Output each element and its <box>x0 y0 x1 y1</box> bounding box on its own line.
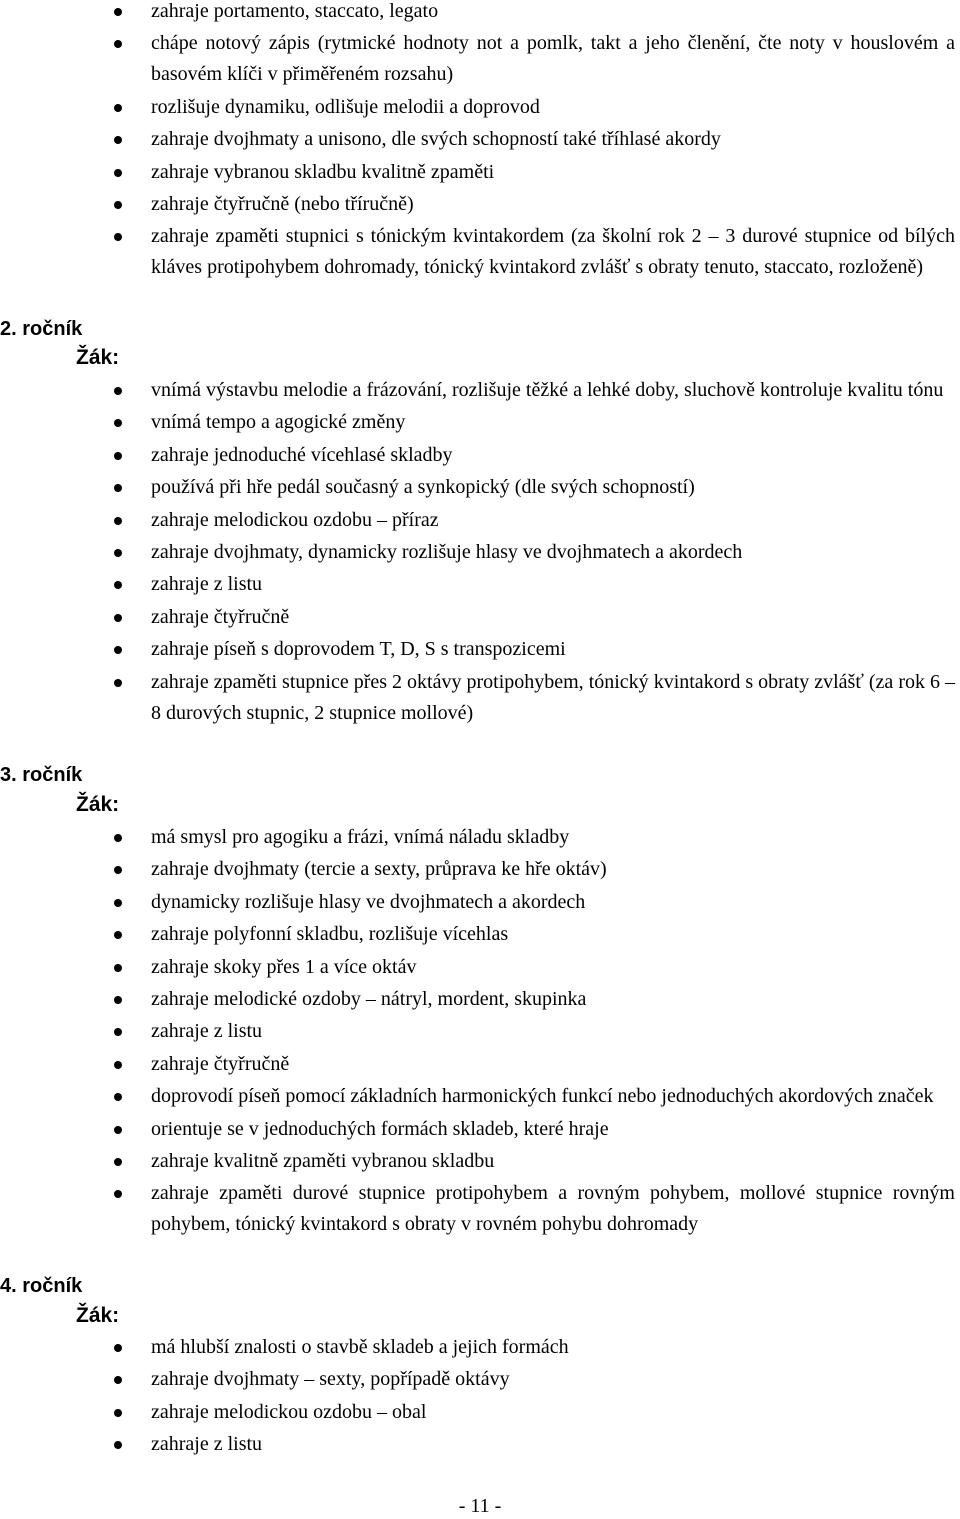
bullet-icon <box>114 1028 122 1036</box>
list-item-text: zahraje melodickou ozdobu – obal <box>151 1400 427 1423</box>
list-item <box>0 1178 960 1240</box>
bullet-icon <box>114 201 122 209</box>
list-item <box>0 1332 960 1363</box>
list-item-text: zahraje píseň s doprovodem T, D, S s transpozicemi <box>151 638 566 661</box>
list-item-text: používá při hře pedál současný a synkopický (dle svých schopností) <box>151 476 695 499</box>
bullet-icon <box>114 484 122 492</box>
list-item <box>0 919 960 950</box>
list-item <box>0 887 960 918</box>
list-item <box>0 1081 960 1112</box>
list-item <box>0 407 960 438</box>
bullet-icon <box>114 866 122 874</box>
bullet-icon <box>114 614 122 622</box>
list-item-text: dynamicky rozlišuje hlasy ve dvojhmatech a akordech <box>151 890 586 913</box>
list-item <box>0 375 960 406</box>
bullet-icon <box>114 8 122 16</box>
list-item <box>0 0 960 27</box>
list-item-text: rozlišuje dynamiku, odlišuje melodii a doprovod <box>151 95 540 118</box>
list-item <box>0 1146 960 1177</box>
list-item <box>0 124 960 155</box>
bullet-icon <box>114 549 122 557</box>
bullet-icon <box>114 834 122 842</box>
list-item-text: zahraje dvojhmaty – sexty, popřípadě oktávy <box>151 1368 510 1391</box>
list-item <box>0 634 960 665</box>
list-item-text: zahraje vybranou skladbu kvalitně zpaměti <box>151 160 495 183</box>
bullet-list-section1 <box>0 0 960 285</box>
bullet-list-grade4 <box>0 1332 960 1462</box>
bullet-icon <box>114 40 122 48</box>
list-item <box>0 1016 960 1047</box>
list-item <box>0 984 960 1015</box>
list-item <box>0 92 960 123</box>
list-item <box>0 537 960 568</box>
list-item <box>0 1049 960 1080</box>
list-item-text: zahraje čtyřručně (nebo tříručně) <box>151 192 414 215</box>
bullet-icon <box>114 1126 122 1134</box>
bullet-icon <box>114 964 122 972</box>
list-item-text: zahraje portamento, staccato, legato <box>151 0 439 22</box>
list-item <box>0 472 960 503</box>
bullet-icon <box>114 1409 122 1417</box>
bullet-icon <box>114 581 122 589</box>
bullet-icon <box>114 899 122 907</box>
bullet-icon <box>114 419 122 427</box>
list-item <box>0 1364 960 1395</box>
list-item-text: zahraje melodickou ozdobu – příraz <box>151 508 439 531</box>
grade-heading-2: 2. ročník <box>0 318 83 340</box>
bullet-icon <box>114 136 122 144</box>
list-item <box>0 569 960 600</box>
list-item-text: zahraje skoky přes 1 a více oktáv <box>151 955 417 978</box>
bullet-icon <box>114 1158 122 1166</box>
list-item-text: zahraje z listu <box>151 573 263 596</box>
list-item-text: zahraje zpaměti durové stupnice protipohybem a rovným pohybem, mollové stupnice rovným pohybem, tónický kvintakord s obraty v rovném pohybu dohromady <box>151 1182 955 1236</box>
bullet-icon <box>114 1190 122 1198</box>
list-item <box>0 505 960 536</box>
bullet-icon <box>114 104 122 112</box>
bullet-icon <box>114 1061 122 1069</box>
list-item-text: vnímá výstavbu melodie a frázování, rozlišuje těžké a lehké doby, sluchově kontroluje kvalitu tónu <box>151 379 944 401</box>
bullet-icon <box>114 996 122 1004</box>
grade-heading-3: 3. ročník <box>0 764 83 786</box>
list-item <box>0 157 960 188</box>
list-item <box>0 854 960 885</box>
list-item-text: doprovodí píseň pomocí základních harmonických funkcí nebo jednoduchých akordových značek <box>151 1085 934 1108</box>
list-item-text: zahraje zpaměti stupnice přes 2 oktávy protipohybem, tónický kvintakord s obraty zvlášť (za rok 6 – 8 durových stupnic, 2 stupnice mollové) <box>151 670 955 724</box>
list-item <box>0 1429 960 1460</box>
bullet-icon <box>114 169 122 177</box>
pupil-label-3: Žák: <box>76 793 120 816</box>
grade-heading-4: 4. ročník <box>0 1275 83 1297</box>
list-item-text: zahraje dvojhmaty a unisono, dle svých schopností také tříhlasé akordy <box>151 128 721 151</box>
list-item <box>0 28 960 90</box>
bullet-icon <box>114 646 122 654</box>
list-item-text: zahraje zpaměti stupnici s tónickým kvintakordem (za školní rok 2 – 3 durové stupnice od bílých kláves protipohybem dohromady, tónický kvintakord zvlášť s obraty tenuto, staccato, rozloženě) <box>151 225 955 279</box>
bullet-icon <box>114 1376 122 1384</box>
list-item-text: zahraje z listu <box>151 1020 263 1043</box>
bullet-icon <box>114 1344 122 1352</box>
list-item-text: zahraje čtyřručně <box>151 605 290 628</box>
list-item-text: zahraje čtyřručně <box>151 1052 290 1075</box>
page-number: - 11 - <box>458 1495 502 1517</box>
list-item <box>0 952 960 983</box>
list-item <box>0 822 960 853</box>
list-item-text: zahraje kvalitně zpaměti vybranou skladbu <box>151 1149 495 1172</box>
bullet-icon <box>114 517 122 525</box>
bullet-icon <box>114 931 122 939</box>
list-item-text: má smysl pro agogiku a frázi, vnímá náladu skladby <box>151 826 570 848</box>
bullet-icon <box>114 1093 122 1101</box>
list-item <box>0 667 960 729</box>
list-item <box>0 1397 960 1428</box>
list-item <box>0 1114 960 1145</box>
pupil-label-2: Žák: <box>76 346 120 369</box>
list-item-text: zahraje dvojhmaty, dynamicky rozlišuje hlasy ve dvojhmatech a akordech <box>151 540 743 563</box>
list-item-text: vnímá tempo a agogické změny <box>151 411 406 434</box>
list-item-text: má hlubší znalosti o stavbě skladeb a jejich formách <box>151 1336 569 1358</box>
list-item-text: zahraje jednoduché vícehlasé skladby <box>151 443 453 466</box>
bullet-list-grade2 <box>0 375 960 730</box>
list-item-text: zahraje z listu <box>151 1433 263 1456</box>
list-item-text: zahraje polyfonní skladbu, rozlišuje vícehlas <box>151 923 509 946</box>
list-item-text: zahraje dvojhmaty (tercie a sexty, průprava ke hře oktáv) <box>151 858 607 881</box>
bullet-list-grade3 <box>0 822 960 1242</box>
list-item-text: orientuje se v jednoduchých formách skladeb, které hraje <box>151 1117 609 1140</box>
bullet-icon <box>114 387 122 395</box>
list-item <box>0 440 960 471</box>
list-item <box>0 221 960 283</box>
bullet-icon <box>114 1441 122 1449</box>
list-item <box>0 189 960 220</box>
bullet-icon <box>114 679 122 687</box>
pupil-label-4: Žák: <box>76 1304 120 1327</box>
bullet-icon <box>114 452 122 460</box>
list-item-text: zahraje melodické ozdoby – nátryl, mordent, skupinka <box>151 987 587 1010</box>
list-item <box>0 602 960 633</box>
list-item-text: chápe notový zápis (rytmické hodnoty not a pomlk, takt a jeho členění, čte noty v houslovém a basovém klíči v přiměřeném rozsahu) <box>151 32 955 86</box>
bullet-icon <box>114 233 122 241</box>
